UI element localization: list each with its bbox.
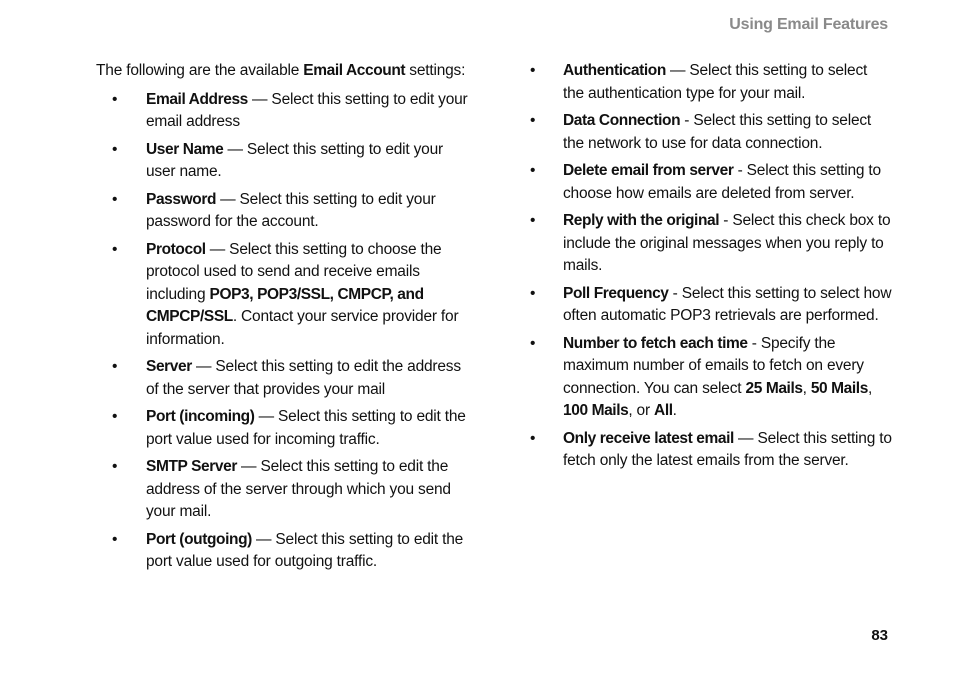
bullet: • <box>530 284 536 302</box>
item-desc: — Select this setting to edit the port value used for incoming traffic. <box>146 408 466 448</box>
item-term: User Name <box>146 140 224 158</box>
list-item-number-to-fetch <box>530 333 892 423</box>
bullet: • <box>530 334 536 352</box>
item-desc: — Select this setting to select the authentication type for your mail. <box>563 62 868 102</box>
option-100-mails: 100 Mails <box>563 402 629 419</box>
bullet: • <box>112 458 118 475</box>
bullet: • <box>112 358 118 375</box>
item-desc: - Specify the maximum number of emails to fetch on every connection. You can select <box>563 334 864 397</box>
list-item-user-name <box>96 139 476 184</box>
item-desc: — Select this setting to edit the port value used for outgoing traffic. <box>146 530 464 570</box>
list-item-server <box>96 356 476 401</box>
right-column <box>530 60 892 478</box>
item-desc-end: . Contact your service provider for information. <box>146 308 459 348</box>
item-term: Server <box>146 358 192 375</box>
item-desc: — Select this setting to edit your email address <box>146 90 468 130</box>
item-term: Number to fetch each time <box>563 334 748 352</box>
item-desc: - Select this setting to select how often automatic POP3 retrievals are performed. <box>563 284 892 324</box>
bullet: • <box>112 240 118 258</box>
item-desc-end: . <box>672 402 677 419</box>
item-term: Delete email from server <box>563 162 734 179</box>
intro-text: The following are the available <box>96 62 304 79</box>
item-term: Email Address <box>146 90 248 108</box>
list-item-poll-frequency <box>530 283 892 328</box>
item-term: SMTP Server <box>146 458 237 475</box>
item-desc: — Select this setting to fetch only the latest emails from the server. <box>563 429 892 469</box>
bullet: • <box>112 90 118 108</box>
bullet: • <box>112 530 118 548</box>
item-term: Protocol <box>146 240 206 258</box>
item-term: Only receive latest email <box>563 429 734 447</box>
list-item-authentication <box>530 60 892 105</box>
item-term: Port (outgoing) <box>146 530 252 548</box>
list-item-only-latest <box>530 428 892 473</box>
section-header: Using Email Features <box>729 16 888 33</box>
list-item-data-connection <box>530 110 892 155</box>
list-item-port-incoming <box>96 406 476 451</box>
bullet: • <box>530 212 536 229</box>
left-column <box>96 60 476 579</box>
intro-text-end: settings: <box>405 62 466 79</box>
item-term: Port (incoming) <box>146 408 255 425</box>
right-settings-list <box>530 60 892 473</box>
item-term: Reply with the original <box>563 212 720 229</box>
separator: , or <box>628 402 655 419</box>
list-item-email-address <box>96 89 476 134</box>
item-term: Poll Frequency <box>563 284 669 302</box>
list-item-protocol <box>96 239 476 352</box>
bullet: • <box>112 140 118 158</box>
item-term: Data Connection <box>563 112 681 129</box>
bullet: • <box>530 429 536 447</box>
item-term: Password <box>146 190 217 208</box>
item-term-protocols: POP3, POP3/SSL, CMPCP, and CMPCP/SSL <box>146 285 424 325</box>
page-number: 83 <box>871 627 888 644</box>
intro-term: Email Account <box>303 62 406 79</box>
item-desc: — Select this setting to edit the address of the server through which you send your mail. <box>146 458 451 520</box>
item-desc: — Select this setting to edit your password for the account. <box>146 190 436 230</box>
separator: , <box>867 379 873 397</box>
list-item-port-outgoing <box>96 529 476 574</box>
item-desc: — Select this setting to edit the address of the server that provides your mail <box>146 358 461 398</box>
bullet: • <box>112 190 118 208</box>
bullet: • <box>530 112 536 129</box>
list-item-delete-email <box>530 160 892 205</box>
item-desc: - Select this check box to include the original messages when you reply to mails. <box>563 212 891 274</box>
intro-paragraph <box>96 60 476 83</box>
bullet: • <box>112 408 118 425</box>
option-all: All <box>654 402 673 419</box>
option-25-mails: 25 Mails <box>745 379 803 397</box>
item-desc: - Select this setting to choose how emails are deleted from server. <box>563 162 881 202</box>
list-item-smtp-server <box>96 456 476 524</box>
item-term: Authentication <box>563 62 666 79</box>
list-item-reply-original <box>530 210 892 278</box>
option-50-mails: 50 Mails <box>810 379 868 397</box>
bullet: • <box>530 162 536 179</box>
list-item-password <box>96 189 476 234</box>
bullet: • <box>530 62 536 79</box>
left-settings-list <box>96 89 476 574</box>
separator: , <box>802 379 811 397</box>
item-desc: — Select this setting to edit your user name. <box>146 140 443 180</box>
item-desc: - Select this setting to select the network to use for data connection. <box>563 112 872 152</box>
item-desc: — Select this setting to choose the protocol used to send and receive emails including <box>146 240 442 303</box>
